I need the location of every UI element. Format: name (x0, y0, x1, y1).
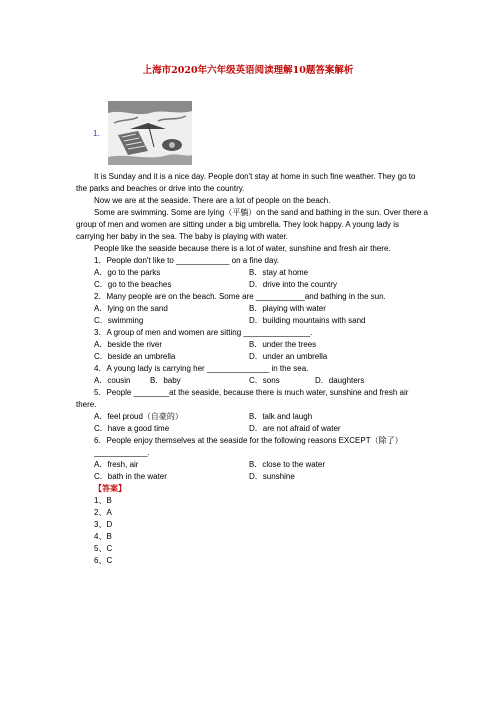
option: B．under the trees (249, 340, 317, 349)
question-number: 1． (93, 129, 106, 138)
option: D．building mountains with sand (249, 316, 366, 325)
option: C．bath in the water (94, 472, 167, 481)
option: A．beside the river (94, 340, 163, 349)
option: A．go to the parks (94, 268, 161, 277)
option: C．go to the beaches (94, 280, 172, 289)
option: B．close to the water (249, 460, 326, 469)
option-row (76, 423, 428, 435)
option-row (76, 411, 428, 423)
option: D．are not afraid of water (249, 424, 341, 433)
option: C．sons (249, 376, 280, 385)
option-row (76, 459, 428, 471)
question-stem: 3．A group of men and women are sitting _______________. (94, 328, 313, 337)
answer-item: 5、C (94, 544, 113, 553)
option: D．drive into the country (249, 280, 338, 289)
option: A．cousin (94, 376, 131, 385)
passage-paragraph: Now we are at the seaside. There are a lot of people on the beach. (94, 196, 331, 205)
option-row (76, 471, 428, 483)
option: A．lying on the sand (94, 304, 168, 313)
option: A．feel proud（自豪的） (94, 412, 183, 421)
answer-item: 4、B (94, 532, 112, 541)
answer-item: 6、C (94, 556, 113, 565)
option: D．daughters (315, 376, 365, 385)
option-row (76, 279, 428, 291)
option-row (76, 315, 428, 327)
option: D．sunshine (249, 472, 295, 481)
option: D．under an umbrella (249, 352, 328, 361)
option: C．have a good time (94, 424, 170, 433)
option-row (76, 339, 428, 351)
question-stem: 6．People enjoy themselves at the seaside for the following reasons EXCEPT（除了） (94, 436, 403, 445)
question-stem: 2．Many people are on the beach. Some are ___________and bathing in the sun. (94, 292, 386, 301)
document-title: 上海市2020年六年级英语阅读理解10题答案解析 (142, 65, 354, 76)
answer-item: 1、B (94, 496, 112, 505)
answer-heading: 【答案】 (94, 484, 126, 493)
passage-paragraph: People like the seaside because there is a lot of water, sunshine and fresh air there. (94, 244, 391, 253)
option: C．beside an umbrella (94, 352, 176, 361)
option: B．stay at home (249, 268, 309, 277)
question-stem: 5．People ________at the seaside, because there is much water, sunshine and fresh air there. (76, 388, 409, 409)
beach-illustration (108, 101, 192, 165)
answer-item: 2、A (94, 508, 112, 517)
option-row (76, 375, 428, 387)
option: B．talk and laugh (249, 412, 313, 421)
passage-paragraph: It is Sunday and it is a nice day. People don't stay at home in such fine weather. They go to the parks and beaches or drive into the country. (76, 172, 416, 193)
passage-paragraph: Some are swimming. Some are lying（平躺）on the sand and bathing in the sun. Over there a group of men and women are sitting under a big umbrella. They look happy. A young lady is carrying her baby in the sea. The baby is playing with water. (76, 208, 428, 241)
option-row (76, 351, 428, 363)
option: B．baby (150, 376, 181, 385)
option-row (76, 267, 428, 279)
question-stem: 4．A young lady is carrying her ______________ in the sea. (94, 364, 309, 373)
option: B．playing with water (249, 304, 326, 313)
document-body (76, 171, 428, 567)
option-row (76, 303, 428, 315)
answer-blank: ____________. (94, 448, 150, 457)
option: C．swimming (94, 316, 144, 325)
question-stem: 1．People don't like to ____________ on a fine day. (94, 256, 280, 265)
answer-item: 3、D (94, 520, 113, 529)
option: A．fresh, air (94, 460, 139, 469)
